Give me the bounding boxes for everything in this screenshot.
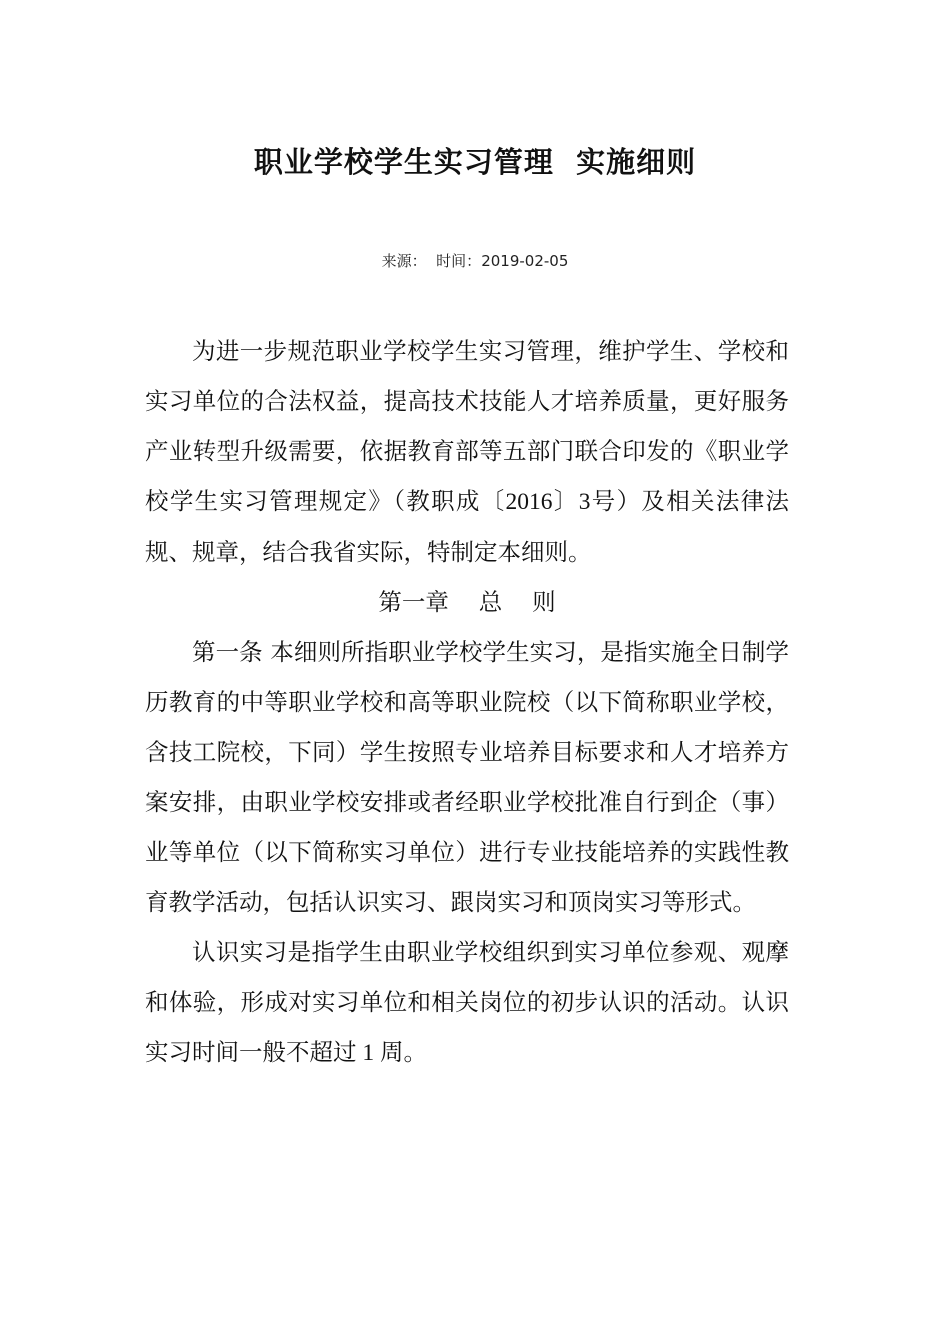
- source-label: 来源：: [381, 252, 427, 270]
- preamble-paragraph: [145, 326, 789, 577]
- meta-line: [0, 249, 950, 273]
- chapter-heading: 第一章 总 则: [378, 588, 556, 616]
- recognition-internship-paragraph: [145, 927, 789, 1078]
- time-value: 2019-02-05: [481, 252, 569, 270]
- recognition-week-number: 1: [356, 1040, 380, 1066]
- recognition-text-2: 周。: [380, 1038, 427, 1066]
- preamble-text-1: 为进一步规范职业学校学生实习管理，维护学生、学校和实习单位的合法权益，提高技术技能人才培养质量，更好服务产业转型升级需要，依据教育部等五部门联合印发的《职业学校学生实习管理规定》（教职成: [145, 337, 789, 515]
- recognition-text-1: 认识实习是指学生由职业学校组织到实习单位参观、观摩和体验，形成对实习单位和相关岗位的初步认识的活动。认识实习时间一般不超过: [145, 938, 789, 1066]
- article-1-paragraph: 第一条 本细则所指职业学校学生实习，是指实施全日制学历教育的中等职业学校和高等职业院校（以下简称职业学校，含技工院校，下同）学生按照专业培养目标要求和人才培养方案安排，由职业学校安排或者经职业学校批准自行到企（事）业等单位（以下简称实习单位）进行专业技能培养的实践性教育教学活动，包括认识实习、跟岗实习和顶岗实习等形式。: [145, 638, 789, 916]
- time-label: 时间：: [436, 252, 482, 270]
- document-body: [145, 326, 789, 1078]
- preamble-doc-number: 〔2016〕3: [480, 489, 591, 515]
- preamble-text-2: 号）及相关法律法规、规章，结合我省实际，特制定本细则。: [145, 487, 790, 566]
- document-title: 职业学校学生实习管理 实施细则: [253, 145, 697, 179]
